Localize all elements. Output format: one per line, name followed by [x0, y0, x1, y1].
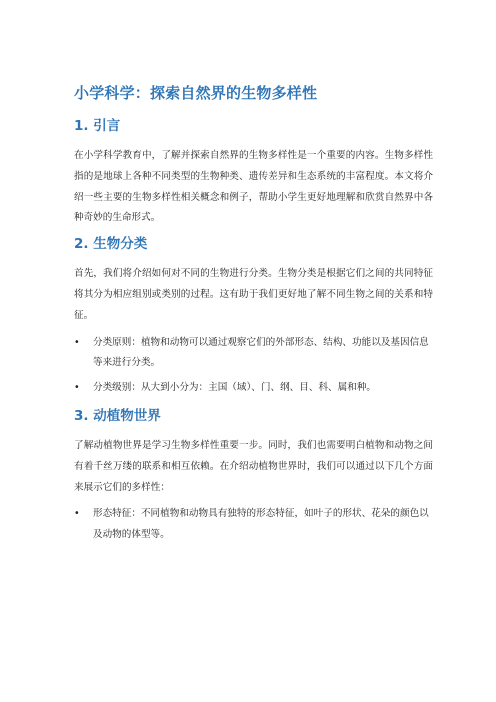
list-item: [74, 333, 433, 375]
section-paragraph-introduction: 在小学科学教育中，了解并探索自然界的生物多样性是一个重要的内容。生物多样性指的是地球上各种不同类型的生物种类、遗传差异和生态系统的丰富程度。本文将介绍一些主要的生物多样性相关概念和例子，帮助小学生更好地理解和欣赏自然界中各种奇妙的生命形式。: [74, 150, 433, 224]
bullet-icon: •: [74, 508, 80, 520]
section-heading-classification: 2. 生物分类: [74, 236, 148, 253]
list-item: [74, 504, 433, 546]
bullet-icon: •: [74, 336, 80, 348]
section-heading-introduction: 1. 引言: [74, 118, 121, 134]
document-title: 小学科学：探索自然界的生物多样性: [74, 84, 318, 102]
list-item-text: 分类原则：植物和动物可以通过观察它们的外部形态、结构、功能以及基因信息等来进行分类。: [93, 336, 429, 369]
list-item: [74, 378, 433, 399]
list-item-text: 形态特征：不同植物和动物具有独特的形态特征，如叶子的形状、花朵的颜色以及动物的体型等。: [93, 508, 429, 541]
plants-animals-bullet-list: [74, 504, 433, 546]
section-paragraph-classification: 首先，我们将介绍如何对不同的生物进行分类。生物分类是根据它们之间的共同特征将其分为相应组别或类别的过程。这有助于我们更好地了解不同生物之间的关系和特征。: [74, 268, 433, 321]
section-paragraph-plants-animals: 了解动植物世界是学习生物多样性重要一步。同时，我们也需要明白植物和动物之间有着千丝万缕的联系和相互依赖。在介绍动植物世界时，我们可以通过以下几个方面来展示它们的多样性：: [74, 439, 433, 493]
bullet-icon: •: [74, 382, 80, 394]
list-item-text: 分类级别：从大到小分为：主国（域）、门、纲、目、科、属和种。: [93, 382, 377, 394]
section-heading-plants-animals: 3. 动植物世界: [74, 407, 161, 424]
classification-bullet-list: [74, 333, 433, 399]
